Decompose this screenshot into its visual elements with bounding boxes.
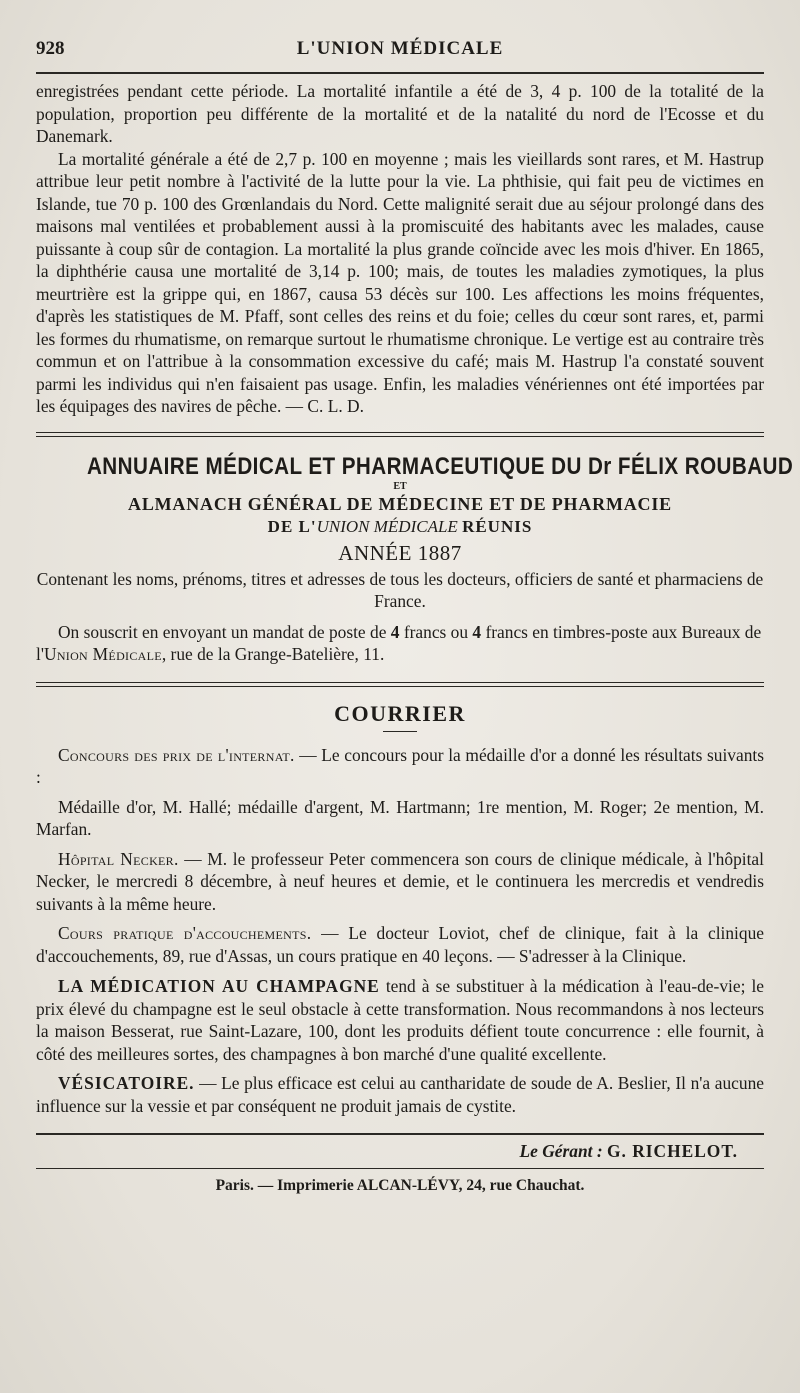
page-header xyxy=(36,38,764,64)
courrier-title-rule xyxy=(383,731,417,732)
union-line xyxy=(36,517,764,537)
header-rule xyxy=(36,72,764,74)
champagne-ad xyxy=(36,975,764,1065)
article-end xyxy=(36,80,764,418)
union-line-prefix: DE L' xyxy=(267,516,317,536)
page-number: 928 xyxy=(36,38,65,59)
gerant-name: G. RICHELOT. xyxy=(606,1141,738,1161)
subscription-amount-2: 4 xyxy=(472,621,482,642)
article-paragraph-2-text: La mortalité générale a été de 2,7 p. 100 en moyenne ; mais les vieillards sont rares, et M. Hastrup attribue leur petit nombre à l'activité de la lutte pour la vie. La phthisie, qui fait peu de victimes en Islande, tue 70 p. 100 des Grœnlandais du Nord. Cette malignité serait due au séjour prolongé dans des maisons mal ventilées et probablement aussi à la promiscuité des habitants avec les malades, cause puissante à coup sûr de contagion. La mortalité la plus grande coïncide avec les mois d'hiver. En 1865, la diphthérie causa une mortalité de 3,14 p. 100; mais, de toutes les maladies zymotiques, la plus meurtrière est la grippe qui, en 1867, causa 53 décès sur 100. Les affections les moins fréquentes, d'après les statistiques de M. Pfaff, sont celles des reins et du foie; celles du cœur sont rares, et, parmi les formes du rhumatisme, on remarque surtout le rhumatisme chronique. Le vertige est au contraire très commun et on l'attribue à la consommation excessive du café; mais M. Hastrup l'a constaté souvent parmi les individus qui n'en faisaient pas usage. Enfin, les maladies vénériennes ont été importées par les équipages des navires de pêche. xyxy=(36,148,764,416)
necker-text: — M. le professeur Peter commencera son cours de clinique médicale, à l'hôpital Necker, le mercredi 8 décembre, à neuf heures et demie, et le continuera les mercredis et vendredis suivants à la même heure. xyxy=(36,848,764,914)
subscription-amount-1: 4 xyxy=(390,621,400,642)
cours-text: — Le docteur Loviot, chef de clinique, fait à la clinique d'accouchements, 89, rue d'Assas, un cours pratique en 40 leçons. — S'adresser à la Clinique. xyxy=(36,923,764,966)
advertisements xyxy=(36,975,764,1117)
subscription-text-d: , rue de la Grange-Batelière, 11. xyxy=(161,644,385,664)
gerant-label: Le Gérant : xyxy=(519,1141,603,1161)
imprint-rule xyxy=(36,1168,764,1169)
vesicatoire-text: — Le plus efficace est celui au cantharidate de soude de A. Beslier, Il n'a aucune influence sur la vessie et par conséquent ne produit jamais de cystite. xyxy=(36,1073,764,1116)
champagne-title: LA MÉDICATION AU CHAMPAGNE xyxy=(58,976,380,996)
cours-item xyxy=(36,922,764,967)
courrier-section xyxy=(36,744,764,968)
article-paragraph-1: enregistrées pendant cette période. La mortalité infantile a été de 3, 4 p. 100 de la totalité de la population, proportion peu différente de la mortalité et de la natalité du nord de l'Ecosse et du Danemark. xyxy=(36,81,764,146)
union-line-suffix: RÉUNIS xyxy=(462,516,533,536)
footer-rule xyxy=(36,1133,764,1135)
running-title: L'UNION MÉDICALE xyxy=(296,38,504,59)
section-divider xyxy=(36,432,764,437)
annuaire-subscription xyxy=(36,621,764,666)
champagne-text: tend à se substituer à la médication à l'eau-de-vie; le prix élevé du champagne est le seul obstacle à cette transformation. Nous recommandons à nos lecteurs la maison Besserat, rue Saint-Lazare, 100, dont les produits défient toute concurrence : elle fournit, à côté des meilleures sortes, des champagnes à bon marché d'une qualité excellente. xyxy=(36,976,764,1064)
necker-item xyxy=(36,848,764,916)
concours-text: — Le concours pour la médaille d'or a donné les résultats suivants : xyxy=(36,744,764,787)
subscription-text-c: francs en timbres-poste aux Bureaux de l' xyxy=(36,621,762,664)
subscription-bureau-name: Union Médicale xyxy=(43,644,162,664)
concours-item xyxy=(36,744,764,789)
section-divider-2 xyxy=(36,682,764,687)
union-line-name: UNION MÉDICALE xyxy=(316,516,458,536)
necker-label: Hôpital Necker. xyxy=(58,848,179,869)
vesicatoire-ad xyxy=(36,1072,764,1117)
annuaire-announcement xyxy=(36,452,794,666)
imprint-line: Paris. — Imprimerie ALCAN-LÉVY, 24, rue Chauchat. xyxy=(215,1177,585,1194)
article-paragraph-2 xyxy=(36,148,764,418)
almanach-title: ALMANACH GÉNÉRAL DE MÉDECINE ET DE PHARMACIE xyxy=(128,493,672,514)
annuaire-year: ANNÉE 1887 xyxy=(338,540,462,565)
annuaire-et: ET xyxy=(393,480,407,492)
concours-results: Médaille d'or, M. Hallé; médaille d'argent, M. Hartmann; 1re mention, M. Roger; 2e mention, M. Marfan. xyxy=(36,796,764,839)
courrier-title: COURRIER xyxy=(334,700,466,726)
gerant-line xyxy=(36,1141,764,1162)
vesicatoire-title: VÉSICATOIRE. xyxy=(58,1073,195,1093)
concours-label: Concours des prix de l'internat. xyxy=(58,744,295,765)
annuaire-description: Contenant les noms, prénoms, titres et adresses de tous les docteurs, officiers de santé et pharmaciens de France. xyxy=(36,568,764,611)
subscription-text-a: On souscrit en envoyant un mandat de poste de xyxy=(58,621,391,642)
annuaire-title: ANNUAIRE MÉDICAL ET PHARMACEUTIQUE DU Dr FÉLIX ROUBAUD xyxy=(86,452,794,480)
subscription-text-b: francs ou xyxy=(399,621,473,642)
article-signature: — C. L. D. xyxy=(285,396,364,416)
cours-label: Cours pratique d'accouchements. xyxy=(58,923,312,943)
